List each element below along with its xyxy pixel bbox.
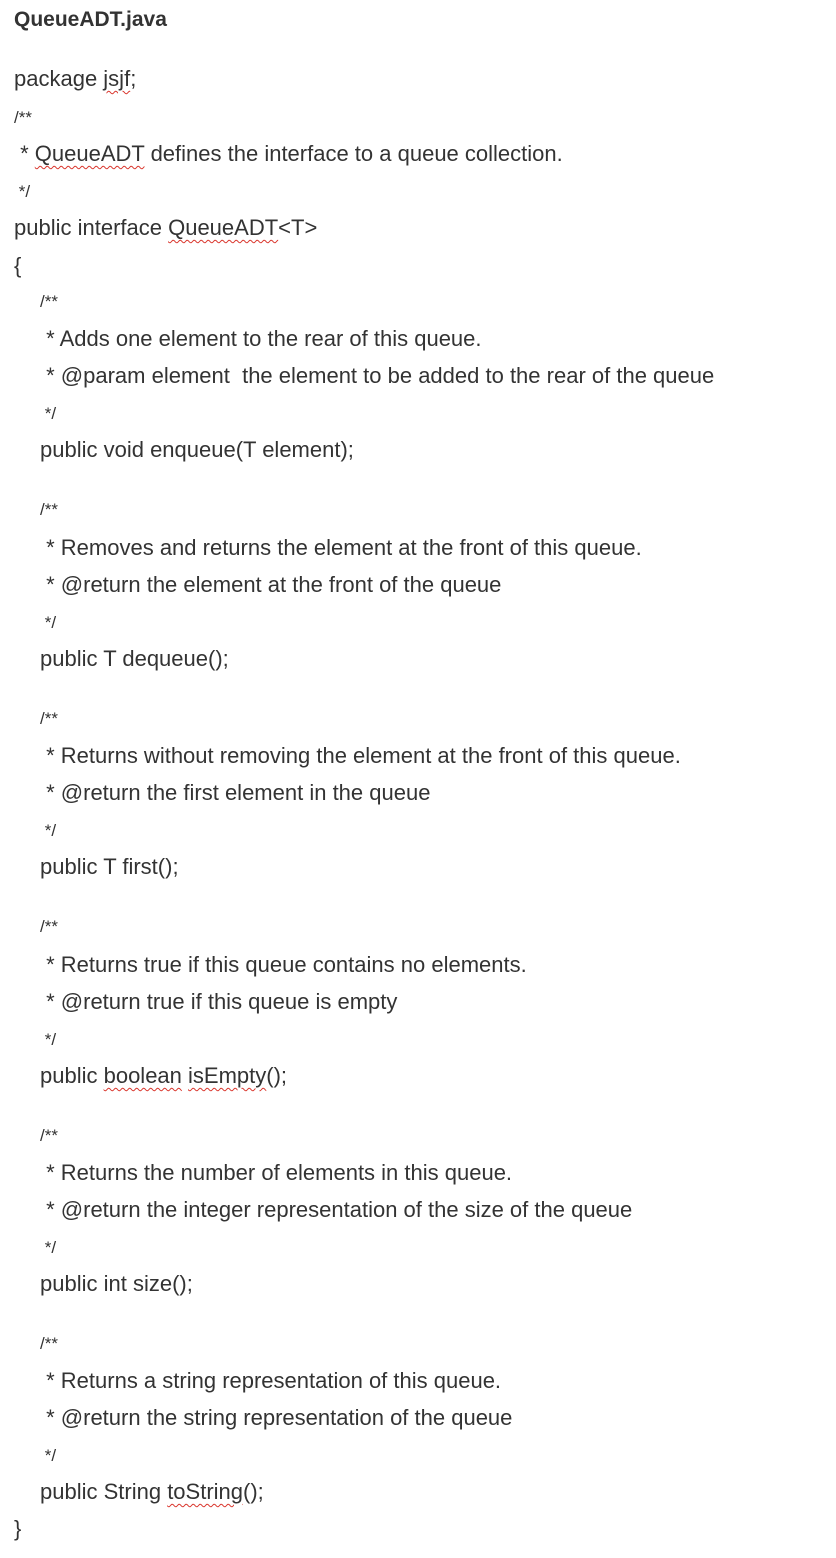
spellcheck-word: isEmpty <box>188 1063 267 1088</box>
comment-line: * Returns without removing the element at the front of this queue. <box>40 743 681 768</box>
comment-line: * @return true if this queue is empty <box>40 989 398 1014</box>
comment-line: * @return the string representation of the queue <box>40 1405 513 1430</box>
comment-line: * Adds one element to the rear of this queue. <box>40 326 482 351</box>
spellcheck-word: QueueADT <box>168 215 279 240</box>
comment-open: /** <box>40 1334 58 1353</box>
comment-close: */ <box>14 182 31 201</box>
brace-open: { <box>14 253 22 278</box>
comment-close: */ <box>40 404 57 423</box>
package-line: package jsjf; <box>14 66 137 91</box>
comment-open: /** <box>40 500 58 519</box>
comment-line: * QueueADT defines the interface to a queue collection. <box>14 141 563 166</box>
comment-close: */ <box>40 1030 57 1049</box>
method-signature-tostring: public String toString(); <box>40 1479 264 1504</box>
brace-close: } <box>14 1516 22 1541</box>
comment-line: * @return the first element in the queue <box>40 780 431 805</box>
interface-declaration: public interface QueueADT<T> <box>14 215 318 240</box>
file-title: QueueADT.java <box>14 8 167 31</box>
spellcheck-word: QueueADT <box>34 141 145 166</box>
comment-close: */ <box>40 1446 57 1465</box>
comment-open: /** <box>40 1126 58 1145</box>
comment-close: */ <box>40 613 57 632</box>
comment-line: * Returns true if this queue contains no elements. <box>40 952 527 977</box>
method-signature-size: public int size(); <box>40 1271 193 1296</box>
spellcheck-word: boolean <box>103 1063 182 1088</box>
comment-open: /** <box>14 108 32 127</box>
comment-open: /** <box>40 917 58 936</box>
comment-line: * @param element the element to be added to the rear of the queue <box>40 363 715 388</box>
comment-line: * @return the element at the front of the queue <box>40 572 502 597</box>
method-signature-dequeue: public T dequeue(); <box>40 646 229 671</box>
comment-line: * Returns the number of elements in this queue. <box>40 1160 513 1185</box>
method-signature-first: public T first(); <box>40 854 179 879</box>
comment-close: */ <box>40 1238 57 1257</box>
comment-open: /** <box>40 709 58 728</box>
method-signature-enqueue: public void enqueue(T element); <box>40 437 354 462</box>
comment-open: /** <box>40 292 58 311</box>
comment-line: * Returns a string representation of this queue. <box>40 1368 502 1393</box>
method-signature-isempty: public boolean isEmpty(); <box>40 1063 288 1088</box>
comment-line: * Removes and returns the element at the front of this queue. <box>40 535 642 560</box>
spellcheck-word: jsjf <box>103 66 131 91</box>
comment-line: * @return the integer representation of the size of the queue <box>40 1197 633 1222</box>
comment-close: */ <box>40 821 57 840</box>
spellcheck-word: toString <box>167 1479 244 1504</box>
